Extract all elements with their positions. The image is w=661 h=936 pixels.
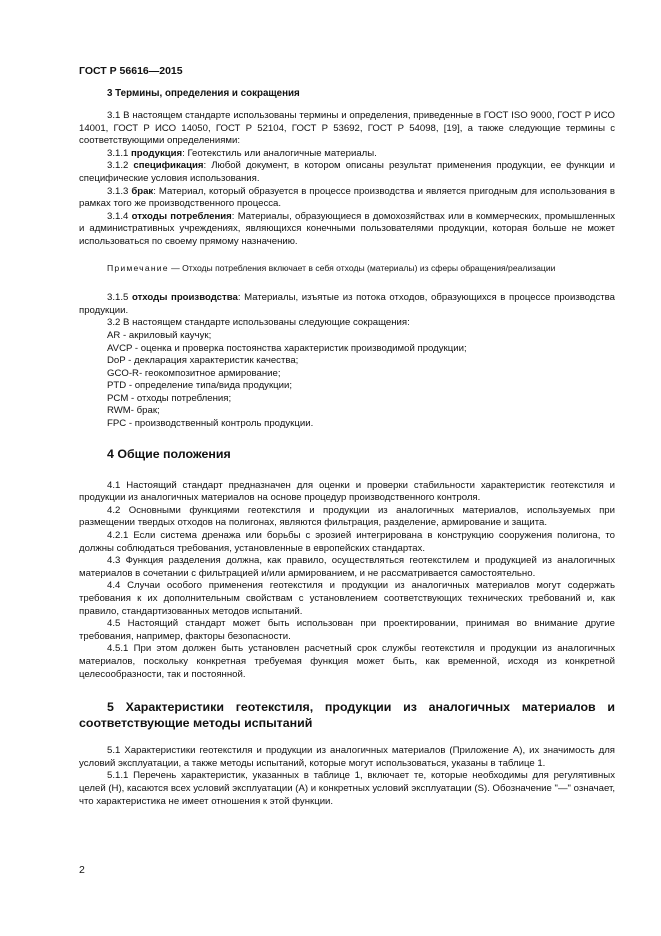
term-3-1-4 xyxy=(79,211,615,249)
term-definition: : Геотекстиль или аналогичные материалы. xyxy=(182,147,377,159)
paragraph-3-1: 3.1 В настоящем стандарте использованы термины и определения, приведенные в ГОСТ ISO 9000, ГОСТ Р ИСО 14001, ГОСТ Р ИСО 14050, ГОСТ Р 52104, ГОСТ Р 53692, ГОСТ Р 54098, [19], а также следующие термины с соответствующими определениями: xyxy=(79,110,615,147)
abbreviation-item: AVCP - оценка и проверка постоянства характеристик производимой продукции; xyxy=(107,342,467,354)
note-text: — Отходы потребления включает в себя отходы (материалы) из сферы обращения/реализации xyxy=(168,262,556,273)
paragraph-5-1: 5.1 Характеристики геотекстиля и продукции из аналогичных материалов (Приложение А), их значимость для условий эксплуатации, а также методы испытаний, которые могут использоваться, указаны в таблице 1. xyxy=(79,745,615,769)
paragraph-4-5-1: 4.5.1 При этом должен быть установлен расчетный срок службы геотекстиля и продукции из аналогичных материалов, поскольку конкретная требуемая функция может быть, как временной, исходя из конкретной целесообразности, так и постоянной. xyxy=(79,643,615,680)
paragraph-4-2-1: 4.2.1 Если система дренажа или борьбы с эрозией интегрирована в конструкцию сооружения полигона, то должны соблюдаться требования, установленные в европейских стандартах. xyxy=(79,530,615,554)
paragraph-3-2: 3.2 В настоящем стандарте использованы следующие сокращения: xyxy=(107,317,410,329)
note-label: Примечание xyxy=(107,262,169,273)
abbreviation-item: DoP - декларация характеристик качества; xyxy=(107,355,299,367)
term-definition: : Материалы, образующиеся в домохозяйствах или в коммерческих, промышленных и административных учреждениях, являющихся конечными пользователями продукции, которая больше не может использоваться по своему прямому назначению. xyxy=(79,210,616,247)
paragraph-5-1-1: 5.1.1 Перечень характеристик, указанных в таблице 1, включает те, которые необходимы для регулятивных целей (Н), касаются всех условий эксплуатации (А) и конкретных условий эксплуатации (S). Обозначение "—" означает, что характеристика не имеет отношения к этой функции. xyxy=(79,770,616,807)
term-number: 3.1.4 xyxy=(107,210,132,222)
term-definition: : Материалы, изъятые из потока отходов, образующихся в процессе производства продукции. xyxy=(79,292,615,316)
term-3-1-5 xyxy=(79,292,615,317)
term-name: отходы производства xyxy=(131,292,238,304)
standard-header: ГОСТ Р 56616—2015 xyxy=(79,65,183,77)
term-number: 3.1.5 xyxy=(107,292,132,304)
abbreviation-item: PTD - определение типа/вида продукции; xyxy=(107,380,293,392)
section-3-title: 3 Термины, определения и сокращения xyxy=(107,88,300,99)
term-3-1-1 xyxy=(79,148,615,161)
term-number: 3.1.3 xyxy=(107,185,132,197)
paragraph-4-4: 4.4 Случаи особого применения геотекстиля и продукции из аналогичных материалов могут содержать требования к их дополнительным свойствам с установлением соответствующих технических требований и, как правило, стандартизованных методов испытаний. xyxy=(79,580,615,617)
abbreviation-item: AR - акриловый каучук; xyxy=(107,329,212,341)
paragraph-4-1: 4.1 Настоящий стандарт предназначен для оценки и проверки стабильности характеристик геотекстиля и продукции из аналогичных материалов на основе процедур производственного контроля. xyxy=(79,479,615,504)
term-3-1-3 xyxy=(79,186,615,211)
term-name: отходы потребления xyxy=(131,210,232,222)
section-5-title: 5 Характеристики геотекстиля, продукции из аналогичных материалов и соответствующие методы испытаний xyxy=(79,700,615,731)
page-content xyxy=(79,88,615,808)
term-definition: : Материал, который образуется в процессе производства и является пригодным для использования в рамках того же производственного процесса. xyxy=(79,185,615,210)
abbreviation-item: GCO-R- геокомпозитное армирование; xyxy=(107,367,281,379)
abbreviation-item: RWM- брак; xyxy=(107,405,160,417)
term-3-1-2 xyxy=(79,160,615,185)
term-definition: : Любой документ, в котором описаны результат применения продукции, ее функции и специфические условия использования. xyxy=(79,160,615,184)
abbreviation-item: FPC - производственный контроль продукции. xyxy=(107,418,314,430)
paragraph-4-5: 4.5 Настоящий стандарт может быть использован при проектировании, принимая во внимание другие требования, например, факторы безопасности. xyxy=(79,618,615,642)
term-name: брак xyxy=(131,185,154,197)
paragraph-4-3: 4.3 Функция разделения должна, как правило, осуществляться геотекстилем и продукцией из аналогичных материалов в сочетании с фильтрацией и/или армированием, и не рассматривается самостоятельно. xyxy=(79,555,615,579)
term-number: 3.1.1 xyxy=(107,147,132,159)
term-name: продукция xyxy=(131,147,183,159)
abbreviation-item: PCM - отходы потребления; xyxy=(107,392,232,404)
note xyxy=(79,263,615,275)
term-number: 3.1.2 xyxy=(107,160,134,172)
term-name: спецификация xyxy=(133,160,204,172)
paragraph-4-2: 4.2 Основными функциями геотекстиля и продукции из аналогичных материалов, используемых при размещении твердых отходов на полигонах, являются фильтрация, разделение, армирование и защита. xyxy=(79,504,615,529)
section-4-title: 4 Общие положения xyxy=(107,446,231,461)
page-number: 2 xyxy=(79,864,85,876)
